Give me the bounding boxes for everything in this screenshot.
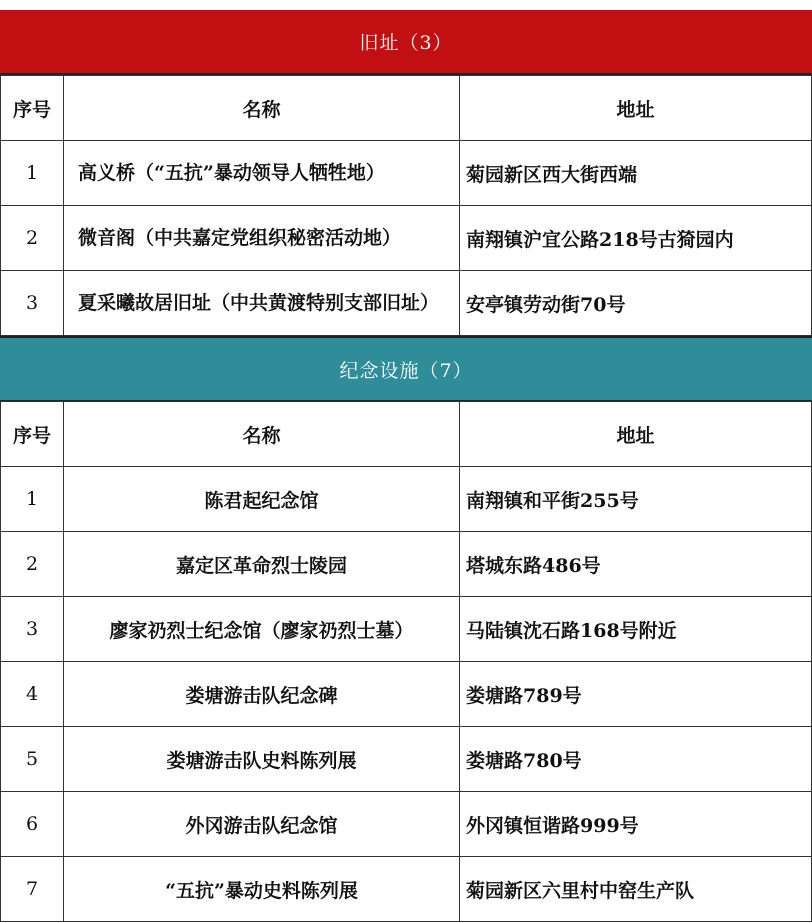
table-row: [1, 532, 812, 597]
site-name: 高义桥（“五抗”暴动领导人牺牲地）: [64, 141, 460, 206]
old-sites-table: [0, 75, 812, 336]
memorials-table: [0, 401, 812, 922]
row-number: 1: [1, 141, 64, 206]
memorial-address: 娄塘路780号: [460, 727, 812, 792]
site-name: 微音阁（中共嘉定党组织秘密活动地）: [64, 206, 460, 271]
memorial-name: 陈君起纪念馆: [64, 467, 460, 532]
table-row: [1, 206, 812, 271]
row-number: 6: [1, 792, 64, 857]
row-number: 3: [1, 271, 64, 336]
column-header-address: 地址: [460, 402, 812, 467]
table-row: [1, 467, 812, 532]
site-address: 安亭镇劳动街70号: [460, 271, 812, 336]
table-row: [1, 271, 812, 336]
table-row: [1, 727, 812, 792]
table-header-row: [1, 402, 812, 467]
memorial-address: 塔城东路486号: [460, 532, 812, 597]
top-strip: [0, 0, 812, 10]
column-header-name: 名称: [64, 402, 460, 467]
section-header-memorials: 纪念设施（7）: [0, 336, 812, 402]
column-header-no: 序号: [1, 76, 64, 141]
row-number: 1: [1, 467, 64, 532]
memorial-address: 外冈镇恒谐路999号: [460, 792, 812, 857]
table-row: [1, 857, 812, 922]
memorial-name: 娄塘游击队纪念碑: [64, 662, 460, 727]
memorial-name: “五抗”暴动史料陈列展: [64, 857, 460, 922]
memorial-name: 娄塘游击队史料陈列展: [64, 727, 460, 792]
memorial-address: 南翔镇和平街255号: [460, 467, 812, 532]
table-row: [1, 597, 812, 662]
memorial-name: 外冈游击队纪念馆: [64, 792, 460, 857]
row-number: 3: [1, 597, 64, 662]
memorial-address: 菊园新区六里村中窑生产队: [460, 857, 812, 922]
column-header-no: 序号: [1, 402, 64, 467]
table-header-row: [1, 76, 812, 141]
memorial-name: 嘉定区革命烈士陵园: [64, 532, 460, 597]
site-address: 南翔镇沪宜公路218号古猗园内: [460, 206, 812, 271]
row-number: 2: [1, 532, 64, 597]
section-header-old-sites: 旧址（3）: [0, 10, 812, 75]
row-number: 7: [1, 857, 64, 922]
column-header-address: 地址: [460, 76, 812, 141]
site-name: 夏采曦故居旧址（中共黄渡特别支部旧址）: [64, 271, 460, 336]
memorial-name: 廖家礽烈士纪念馆（廖家礽烈士墓）: [64, 597, 460, 662]
column-header-name: 名称: [64, 76, 460, 141]
memorial-address: 娄塘路789号: [460, 662, 812, 727]
site-address: 菊园新区西大街西端: [460, 141, 812, 206]
row-number: 5: [1, 727, 64, 792]
table-row: [1, 662, 812, 727]
row-number: 4: [1, 662, 64, 727]
table-row: [1, 141, 812, 206]
table-row: [1, 792, 812, 857]
row-number: 2: [1, 206, 64, 271]
memorial-address: 马陆镇沈石路168号附近: [460, 597, 812, 662]
